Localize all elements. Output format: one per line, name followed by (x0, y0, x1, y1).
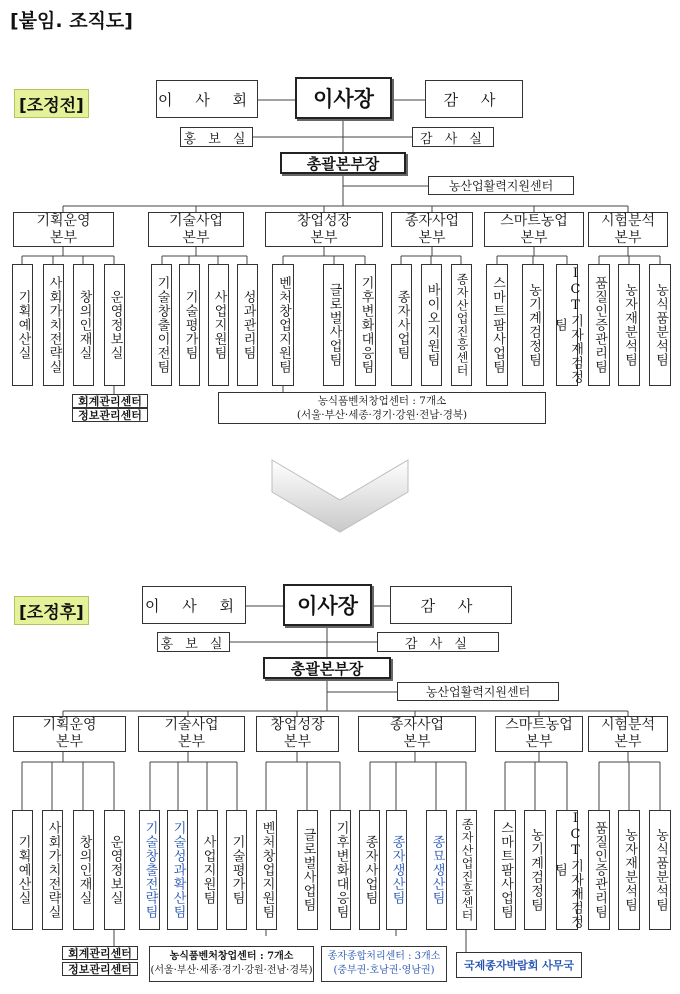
after-subcenter-accounting: 회계관리센터 (62, 946, 138, 960)
before-team: 스마트팜사업팀 (486, 264, 508, 386)
after-auditor-box: 감 사 (390, 586, 512, 624)
after-team-new: 기술성과확산팀 (167, 810, 188, 930)
before-team: 종자산업진흥센터 (451, 264, 472, 386)
after-team-new: 기술창출전략팀 (139, 810, 160, 930)
after-audit-office-box: 감 사 실 (377, 632, 499, 652)
before-team: 기후변화대응팀 (355, 264, 376, 386)
before-team: 기획예산실 (12, 264, 33, 386)
after-team-new: 종자생산팀 (386, 810, 407, 930)
after-division-startup: 창업성장 본부 (256, 716, 339, 752)
after-team: 운영정보실 (104, 810, 125, 930)
after-chairman-box: 이사장 (283, 584, 372, 626)
after-team: 기획예산실 (12, 810, 33, 930)
after-tag: [조정후] (14, 596, 89, 625)
before-division-planning: 기획운영 본부 (13, 212, 114, 247)
before-team: 운영정보실 (104, 264, 125, 386)
after-division-seed: 종자사업 본부 (358, 716, 476, 752)
after-team: 농자재분석팀 (618, 810, 640, 930)
after-team: 창의인재실 (73, 810, 94, 930)
after-team: 사회가치전략실 (42, 810, 63, 930)
after-team: 종자산업진흥센터 (456, 810, 477, 930)
before-team: 농식품분석팀 (649, 264, 671, 386)
before-team: 농자재분석팀 (618, 264, 640, 386)
before-team: 글로벌사업팀 (323, 264, 344, 386)
before-team: 기술창출이전팀 (151, 264, 172, 386)
before-venture-note: 농식품벤처창업센터 : 7개소 (서울·부산·세종·경기·강원·전남·경북) (218, 392, 546, 424)
before-team: 사업지원팀 (208, 264, 229, 386)
after-team: 기후변화대응팀 (330, 810, 351, 930)
before-audit-office-box: 감 사 실 (412, 127, 494, 147)
before-general-box: 총괄본부장 (280, 152, 406, 174)
before-team: 농기계검정팀 (522, 264, 544, 386)
before-team: 벤처창업지원팀 (272, 264, 294, 386)
after-team-new: 종묘생산팀 (426, 810, 447, 930)
after-general-box: 총괄본부장 (263, 657, 391, 679)
after-team: 농식품분석팀 (649, 810, 671, 930)
after-team: 종자사업팀 (359, 810, 380, 930)
after-team: 사업지원팀 (197, 810, 218, 930)
before-chairman-box: 이사장 (295, 77, 392, 119)
before-division-tech: 기술사업 본부 (148, 212, 244, 247)
before-team: 성과관리팀 (237, 264, 258, 386)
before-team: ICT기자재검정팀 (552, 266, 583, 384)
before-division-smart: 스마트농업 본부 (484, 212, 584, 247)
before-auditor-box: 감 사 (425, 80, 523, 118)
after-team: 기술평가팀 (226, 810, 247, 930)
before-team: 창의인재실 (73, 264, 94, 386)
before-division-seed: 종자사업 본부 (391, 212, 473, 247)
after-pr-box: 홍 보 실 (157, 632, 230, 652)
after-expo-box: 국제종자박람회 사무국 (456, 952, 582, 978)
before-team: 사회가치전략실 (43, 264, 64, 386)
after-seed-note: 종자종합처리센터 : 3개소 (중부권·호남권·영남권) (321, 946, 447, 982)
before-team: 종자사업팀 (391, 264, 412, 386)
before-tag: [조정전] (14, 89, 89, 118)
after-division-smart: 스마트농업 본부 (495, 716, 583, 752)
after-team: 벤처창업지원팀 (256, 810, 277, 930)
after-subcenter-info: 정보관리센터 (62, 962, 138, 976)
after-board-box: 이 사 회 (142, 586, 246, 624)
after-team: 품질인증관리팀 (588, 810, 610, 930)
before-team: 품질인증관리팀 (588, 264, 610, 386)
after-team: 농기계검정팀 (524, 810, 546, 930)
after-division-planning: 기획운영 본부 (13, 716, 126, 752)
after-team: 스마트팜사업팀 (494, 810, 516, 930)
after-team: ICT기자재검정팀 (552, 811, 583, 929)
after-division-analysis: 시험분석 본부 (588, 716, 668, 752)
before-team: 기술평가팀 (179, 264, 200, 386)
before-division-analysis: 시험분석 본부 (588, 212, 668, 247)
after-team: 글로벌사업팀 (297, 810, 318, 930)
before-subcenter-info: 정보관리센터 (72, 408, 148, 422)
page-title: [붙임. 조직도] (10, 10, 133, 32)
before-team: 바이오지원팀 (421, 264, 442, 386)
before-division-startup: 창업성장 본부 (265, 212, 383, 247)
before-board-box: 이 사 회 (156, 80, 258, 118)
before-subcenter-accounting: 회계관리센터 (72, 394, 148, 408)
before-center-box: 농산업활력지원센터 (428, 176, 574, 195)
before-pr-box: 홍 보 실 (180, 127, 253, 147)
after-venture-note: 농식품벤처창업센터 : 7개소 (서울·부산·세종·경기·강원·전남·경북) (149, 946, 314, 982)
after-division-tech: 기술사업 본부 (138, 716, 245, 752)
after-center-box: 농산업활력지원센터 (397, 682, 559, 701)
